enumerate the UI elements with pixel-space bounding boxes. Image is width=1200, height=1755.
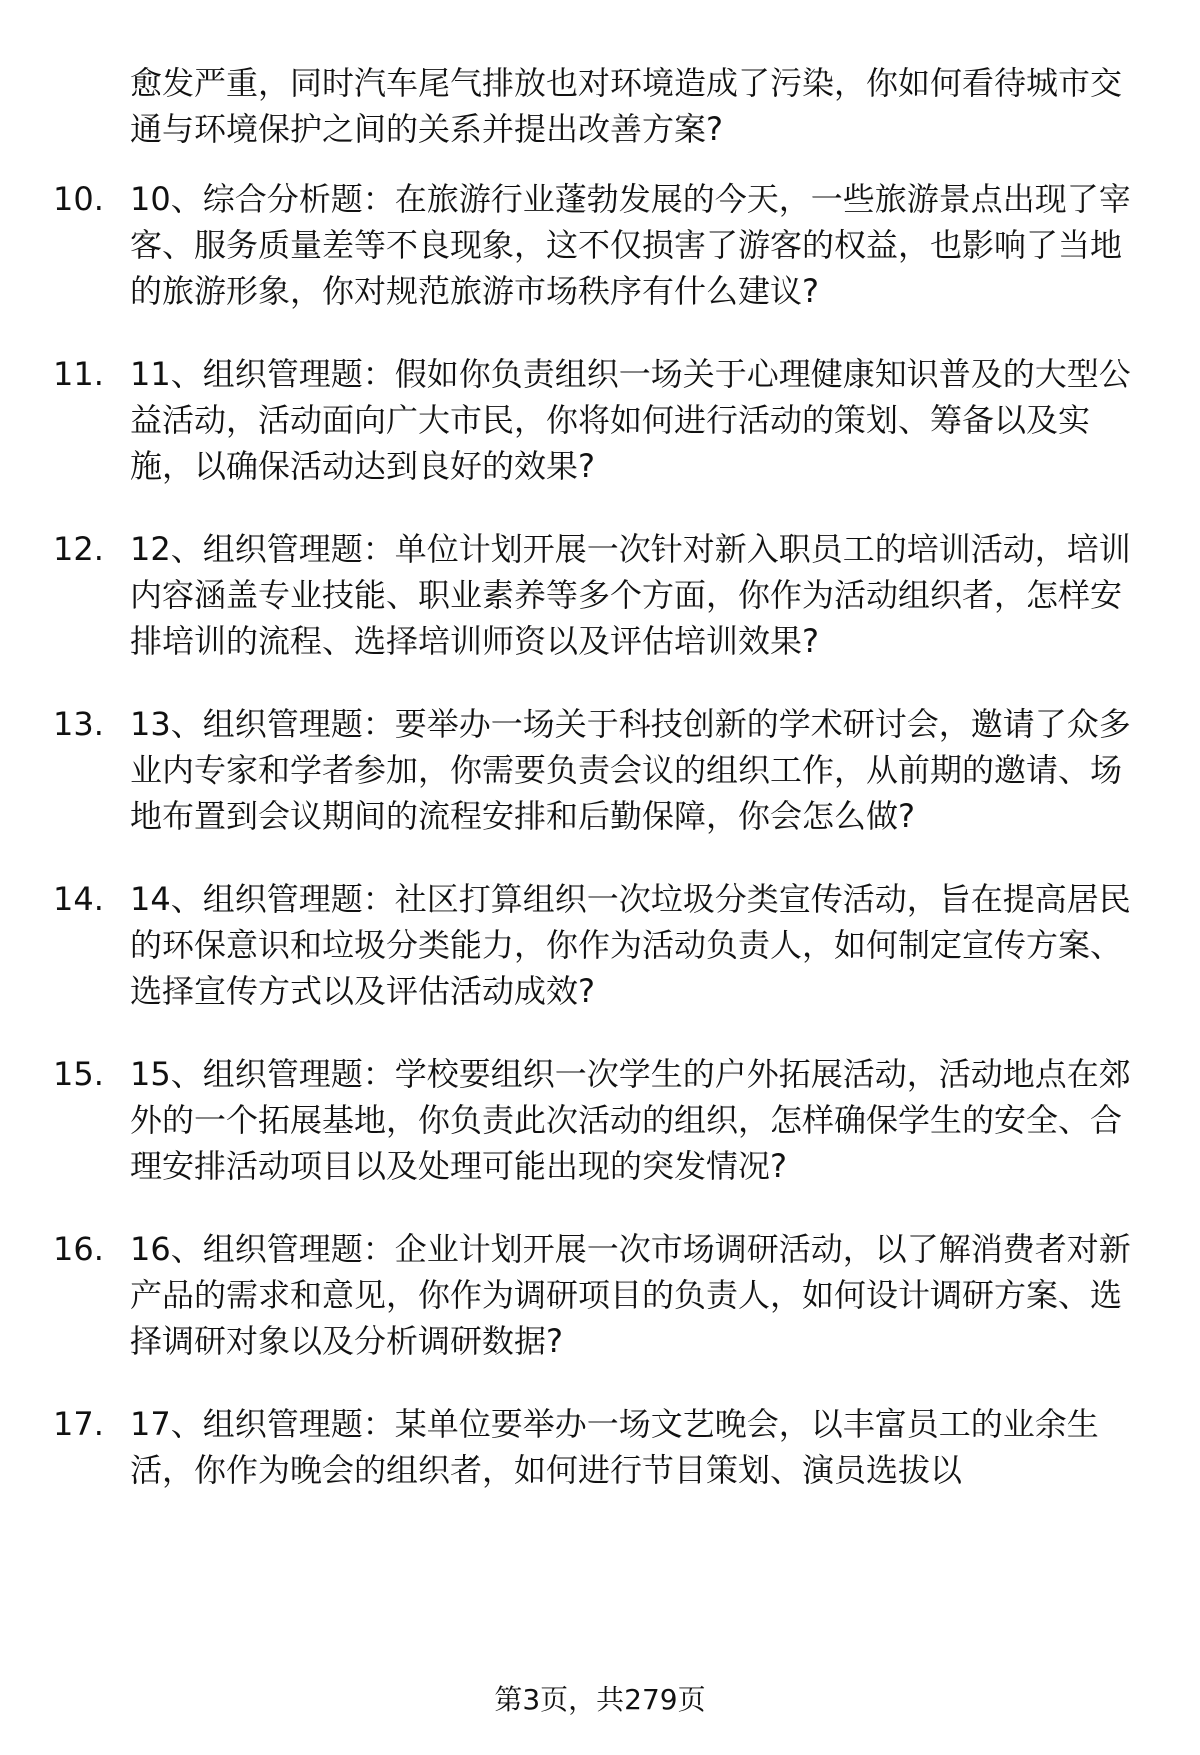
question-number: 12. [53, 530, 104, 568]
question-number: 15. [53, 1055, 104, 1093]
list-item [0, 701, 1200, 839]
question-number: 17. [53, 1405, 104, 1443]
question-number: 14. [53, 880, 104, 918]
page-footer: 第3页，共279页 [494, 1683, 706, 1716]
list-item [0, 1226, 1200, 1364]
list-item [0, 176, 1200, 314]
question-text: 10、综合分析题：在旅游行业蓬勃发展的今天，一些旅游景点出现了宰客、服务质量差等不良现象，这不仅损害了游客的权益，也影响了当地的旅游形象，你对规范旅游市场秩序有什么建议? [130, 180, 1131, 310]
question-text: 14、组织管理题：社区打算组织一次垃圾分类宣传活动，旨在提高居民的环保意识和垃圾分类能力，你作为活动负责人，如何制定宣传方案、选择宣传方式以及评估活动成效? [130, 880, 1131, 1010]
question-number: 10. [53, 180, 104, 218]
question-text: 17、组织管理题：某单位要举办一场文艺晚会，以丰富员工的业余生活，你作为晚会的组织者，如何进行节目策划、演员选拔以 [130, 1405, 1099, 1489]
list-item [0, 526, 1200, 664]
continuation-paragraph: 愈发严重，同时汽车尾气排放也对环境造成了污染，你如何看待城市交通与环境保护之间的关系并提出改善方案? [130, 64, 1123, 148]
question-number: 11. [53, 355, 104, 393]
list-item [0, 876, 1200, 1014]
question-text: 13、组织管理题：要举办一场关于科技创新的学术研讨会，邀请了众多业内专家和学者参加，你需要负责会议的组织工作，从前期的邀请、场地布置到会议期间的流程安排和后勤保障，你会怎么做? [130, 705, 1131, 835]
list-item [0, 1051, 1200, 1189]
question-text: 11、组织管理题：假如你负责组织一场关于心理健康知识普及的大型公益活动，活动面向广大市民，你将如何进行活动的策划、筹备以及实施，以确保活动达到良好的效果? [130, 355, 1131, 485]
question-number: 16. [53, 1230, 104, 1268]
question-text: 16、组织管理题：企业计划开展一次市场调研活动，以了解消费者对新产品的需求和意见，你作为调研项目的负责人，如何设计调研方案、选择调研对象以及分析调研数据? [130, 1230, 1131, 1360]
question-list [0, 176, 1200, 1530]
list-item [0, 1401, 1200, 1493]
question-text: 15、组织管理题：学校要组织一次学生的户外拓展活动，活动地点在郊外的一个拓展基地，你负责此次活动的组织，怎样确保学生的安全、合理安排活动项目以及处理可能出现的突发情况? [130, 1055, 1131, 1185]
question-text: 12、组织管理题：单位计划开展一次针对新入职员工的培训活动，培训内容涵盖专业技能、职业素养等多个方面，你作为活动组织者，怎样安排培训的流程、选择培训师资以及评估培训效果? [130, 530, 1131, 660]
list-item [0, 351, 1200, 489]
question-number: 13. [53, 705, 104, 743]
